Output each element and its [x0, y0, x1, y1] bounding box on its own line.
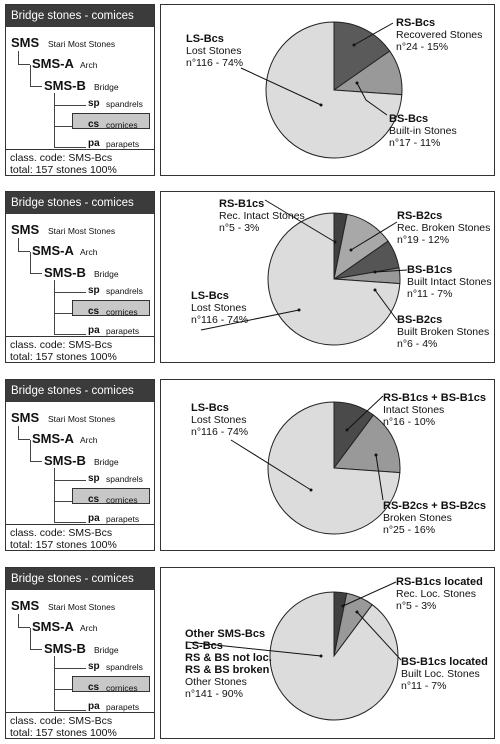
total-count: total: 157 stones 100%: [10, 539, 117, 551]
tree-sp: sp: [88, 285, 100, 296]
classification-box: [5, 4, 155, 176]
classification-tree: [6, 214, 154, 336]
label-bs-b2: BS-B2cs Built Broken Stones n°6 - 4%: [397, 314, 490, 350]
tree-arch-desc: Arch: [80, 247, 98, 257]
class-code: class. code: SMS-Bcs: [10, 152, 113, 164]
tree-cs: cs: [88, 306, 100, 317]
tree-sp-desc: spandrels: [106, 99, 143, 109]
classification-box: [5, 191, 155, 363]
leader-dot: [334, 241, 337, 244]
panel-4: [5, 567, 495, 739]
classification-box: [5, 567, 155, 739]
tree-sp-desc: spandrels: [106, 286, 143, 296]
tree-arch-desc: Arch: [80, 623, 98, 633]
class-code: class. code: SMS-Bcs: [10, 339, 113, 351]
total-count: total: 157 stones 100%: [10, 164, 117, 176]
tree-cs: cs: [88, 682, 100, 693]
class-code: class. code: SMS-Bcs: [10, 527, 113, 539]
chart-box: [160, 567, 495, 739]
label-bs: BS-Bcs Built-in Stones n°17 - 11%: [389, 113, 457, 149]
tree-arch-desc: Arch: [80, 435, 98, 445]
label-other: Other SMS-Bcs LS-Bcs RS & BS not loc. RS & BS broken Other Stones n°141 - 90%: [185, 628, 272, 700]
tree-root: SMS: [11, 35, 40, 50]
leader-dot: [356, 611, 359, 614]
chart-box: [160, 4, 495, 176]
tree-bridge: SMS-B: [44, 453, 86, 468]
class-code: class. code: SMS-Bcs: [10, 715, 113, 727]
leader-dot: [375, 454, 378, 457]
tree-bridge: SMS-B: [44, 265, 86, 280]
tree-pa: pa: [88, 325, 100, 336]
panel-2: [5, 191, 495, 363]
pie-slice-other-sms-bcs: [270, 592, 398, 720]
label-intact: RS-B1cs + BS-B1cs Intact Stones n°16 - 10%: [383, 392, 487, 428]
tree-pa: pa: [88, 513, 100, 524]
chart-box: [160, 379, 495, 551]
label-bs-b1: BS-B1cs Built Intact Stones n°11 - 7%: [407, 264, 492, 300]
tree-root: SMS: [11, 222, 40, 237]
panel-header: Bridge stones - comices: [6, 192, 154, 214]
tree-sp: sp: [88, 661, 100, 672]
panel-header: Bridge stones - comices: [6, 568, 154, 590]
panel-header: Bridge stones - comices: [6, 5, 154, 27]
tree-pa-desc: parapets: [106, 326, 140, 336]
panel-header: Bridge stones - comices: [6, 380, 154, 402]
classification-tree: [6, 27, 154, 149]
panel-footer: [6, 712, 154, 739]
tree-bridge-desc: Bridge: [94, 645, 119, 655]
tree-cs-desc: cornices: [106, 683, 138, 693]
leader-dot: [320, 655, 323, 658]
tree-cs-desc: cornices: [106, 307, 138, 317]
tree-pa: pa: [88, 701, 100, 712]
tree-sp-desc: spandrels: [106, 662, 143, 672]
tree-arch: SMS-A: [32, 431, 74, 446]
chart-box: [160, 191, 495, 363]
label-broken: RS-B2cs + BS-B2cs Broken Stones n°25 - 16%: [383, 500, 487, 536]
tree-sp: sp: [88, 98, 100, 109]
tree-pa-desc: parapets: [106, 514, 140, 524]
tree-sp-desc: spandrels: [106, 474, 143, 484]
total-count: total: 157 stones 100%: [10, 351, 117, 363]
leader-dot: [310, 489, 313, 492]
tree-cs-desc: cornices: [106, 495, 138, 505]
tree-root-desc: Stari Most Stones: [48, 414, 116, 424]
leader-dot: [320, 104, 323, 107]
tree-pa-desc: parapets: [106, 702, 140, 712]
tree-cs: cs: [88, 119, 100, 130]
leader-dot: [342, 605, 345, 608]
tree-bridge: SMS-B: [44, 641, 86, 656]
label-rs: RS-Bcs Recovered Stones n°24 - 15%: [396, 17, 483, 53]
tree-root-desc: Stari Most Stones: [48, 226, 116, 236]
panel-footer: [6, 524, 154, 551]
tree-arch: SMS-A: [32, 56, 74, 71]
classification-box: [5, 379, 155, 551]
label-rs-b2: RS-B2cs Rec. Broken Stones n°19 - 12%: [397, 210, 491, 246]
tree-cs-desc: cornices: [106, 120, 138, 130]
tree-arch: SMS-A: [32, 619, 74, 634]
tree-bridge-desc: Bridge: [94, 269, 119, 279]
tree-root-desc: Stari Most Stones: [48, 602, 116, 612]
classification-tree: [6, 590, 154, 712]
leader-dot: [374, 289, 377, 292]
tree-pa: pa: [88, 138, 100, 149]
leader-dot: [350, 249, 353, 252]
label-ls: LS-Bcs Lost Stones n°116 - 74%: [186, 33, 244, 69]
tree-arch: SMS-A: [32, 243, 74, 258]
tree-cs: cs: [88, 494, 100, 505]
label-bs-located: BS-B1cs located Built Loc. Stones n°11 - 7%: [401, 656, 488, 692]
tree-pa-desc: parapets: [106, 139, 140, 149]
total-count: total: 157 stones 100%: [10, 727, 117, 739]
tree-arch-desc: Arch: [80, 60, 98, 70]
tree-root: SMS: [11, 598, 40, 613]
panel-footer: [6, 149, 154, 176]
leader-dot: [356, 82, 359, 85]
tree-root-desc: Stari Most Stones: [48, 39, 116, 49]
leader-dot: [298, 309, 301, 312]
panel-1: [5, 4, 495, 176]
label-rs-located: RS-B1cs located Rec. Loc. Stones n°5 - 3%: [396, 576, 483, 612]
tree-sp: sp: [88, 473, 100, 484]
panel-footer: [6, 336, 154, 363]
label-ls: LS-Bcs Lost Stones n°116 - 74%: [191, 290, 249, 326]
leader-dot: [353, 44, 356, 47]
leader-dot: [346, 429, 349, 432]
label-rs-b1: RS-B1cs Rec. Intact Stones n°5 - 3%: [219, 198, 305, 234]
leader-dot: [374, 271, 377, 274]
tree-bridge-desc: Bridge: [94, 457, 119, 467]
tree-bridge: SMS-B: [44, 78, 86, 93]
label-ls: LS-Bcs Lost Stones n°116 - 74%: [191, 402, 249, 438]
classification-tree: [6, 402, 154, 524]
tree-bridge-desc: Bridge: [94, 82, 119, 92]
panel-3: [5, 379, 495, 551]
tree-root: SMS: [11, 410, 40, 425]
